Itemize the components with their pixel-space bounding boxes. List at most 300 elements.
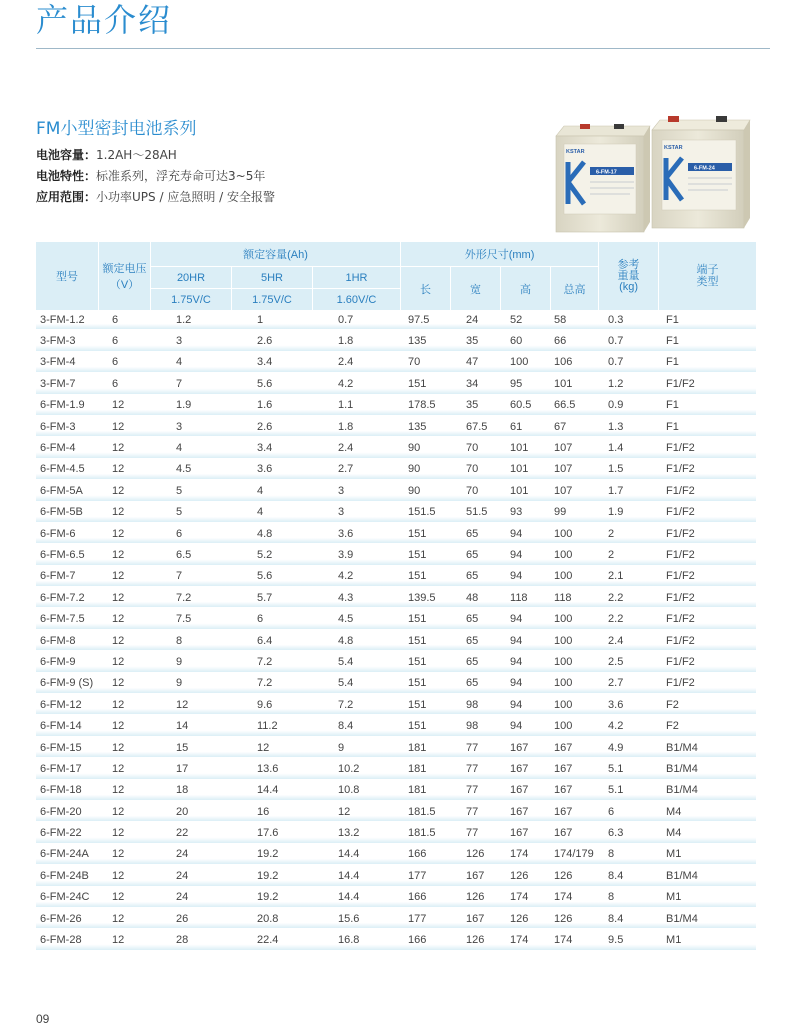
cell-voltage: 12 <box>98 652 150 673</box>
cell-voltage: 6 <box>98 353 150 374</box>
cell-height: 167 <box>500 802 550 823</box>
cell-total-height: 66.5 <box>550 396 598 417</box>
cell-height: 61 <box>500 417 550 438</box>
cell-voltage: 12 <box>98 460 150 481</box>
cell-capacity-20hr: 7.2 <box>150 588 231 609</box>
cell-voltage: 12 <box>98 888 150 909</box>
spec-capacity <box>36 145 275 166</box>
cell-weight: 2.2 <box>598 609 658 630</box>
cell-height: 94 <box>500 652 550 673</box>
cell-voltage: 12 <box>98 545 150 566</box>
cell-terminal: F1/F2 <box>658 524 756 545</box>
cell-capacity-1hr: 2.4 <box>312 353 400 374</box>
cell-total-height: 107 <box>550 438 598 459</box>
cell-weight: 8 <box>598 888 658 909</box>
cell-voltage: 6 <box>98 331 150 352</box>
cell-terminal: F1 <box>658 353 756 374</box>
cell-length: 181.5 <box>400 802 450 823</box>
cell-total-height: 100 <box>550 609 598 630</box>
cell-weight: 1.9 <box>598 503 658 524</box>
cell-model: 6-FM-24C <box>36 888 98 909</box>
col-voltage-unit: （V） <box>109 279 140 291</box>
cell-capacity-20hr: 7.5 <box>150 609 231 630</box>
table-row <box>36 759 756 780</box>
table-row <box>36 396 756 417</box>
cell-width: 77 <box>450 738 500 759</box>
cell-terminal: F1 <box>658 417 756 438</box>
col-terminal <box>658 242 756 310</box>
cell-model: 6-FM-1.9 <box>36 396 98 417</box>
cell-weight: 0.7 <box>598 353 658 374</box>
cell-voltage: 12 <box>98 781 150 802</box>
cell-capacity-20hr: 28 <box>150 930 231 951</box>
cell-width: 65 <box>450 609 500 630</box>
cell-model: 6-FM-3 <box>36 417 98 438</box>
cell-length: 166 <box>400 845 450 866</box>
brand-text: KSTAR <box>664 145 683 151</box>
cell-voltage: 12 <box>98 396 150 417</box>
cell-total-height: 167 <box>550 781 598 802</box>
table-row <box>36 353 756 374</box>
cell-voltage: 12 <box>98 866 150 887</box>
cell-length: 166 <box>400 930 450 951</box>
cell-height: 93 <box>500 503 550 524</box>
cell-capacity-5hr: 3.4 <box>231 353 312 374</box>
cell-total-height: 167 <box>550 823 598 844</box>
spec-label: 电池容量： <box>36 148 97 162</box>
cell-voltage: 12 <box>98 588 150 609</box>
cell-total-height: 101 <box>550 374 598 395</box>
cell-total-height: 167 <box>550 759 598 780</box>
cell-capacity-20hr: 4.5 <box>150 460 231 481</box>
cell-model: 6-FM-7.5 <box>36 609 98 630</box>
cell-total-height: 100 <box>550 567 598 588</box>
cell-voltage: 12 <box>98 909 150 930</box>
cell-terminal: M4 <box>658 802 756 823</box>
cell-model: 6-FM-5A <box>36 481 98 502</box>
col-weight-label: 重量 <box>617 269 640 282</box>
page-title: 产品介绍 <box>36 1 173 39</box>
cell-voltage: 12 <box>98 845 150 866</box>
cell-model: 3-FM-3 <box>36 331 98 352</box>
cell-height: 167 <box>500 823 550 844</box>
cell-length: 181 <box>400 759 450 780</box>
cell-capacity-1hr: 3 <box>312 503 400 524</box>
cell-capacity-1hr: 2.4 <box>312 438 400 459</box>
cell-total-height: 167 <box>550 802 598 823</box>
cell-voltage: 12 <box>98 695 150 716</box>
cell-width: 48 <box>450 588 500 609</box>
col-model: 型号 <box>36 242 98 310</box>
cell-capacity-5hr: 4 <box>231 481 312 502</box>
cell-model: 3-FM-4 <box>36 353 98 374</box>
cell-total-height: 67 <box>550 417 598 438</box>
cell-height: 94 <box>500 631 550 652</box>
cell-weight: 9.5 <box>598 930 658 951</box>
cell-voltage: 12 <box>98 631 150 652</box>
cell-length: 151 <box>400 609 450 630</box>
cell-length: 151 <box>400 524 450 545</box>
cell-total-height: 99 <box>550 503 598 524</box>
cell-model: 6-FM-22 <box>36 823 98 844</box>
cell-weight: 0.3 <box>598 310 658 331</box>
cell-terminal: F1/F2 <box>658 631 756 652</box>
table-row <box>36 802 756 823</box>
cell-terminal: M4 <box>658 823 756 844</box>
table-row <box>36 909 756 930</box>
cell-width: 35 <box>450 396 500 417</box>
cell-model: 6-FM-6 <box>36 524 98 545</box>
cell-capacity-5hr: 13.6 <box>231 759 312 780</box>
cell-height: 52 <box>500 310 550 331</box>
table-row <box>36 823 756 844</box>
cell-capacity-1hr: 12 <box>312 802 400 823</box>
cell-capacity-5hr: 7.2 <box>231 674 312 695</box>
cell-weight: 5.1 <box>598 759 658 780</box>
cell-model: 6-FM-15 <box>36 738 98 759</box>
cell-height: 126 <box>500 866 550 887</box>
cell-capacity-1hr: 9 <box>312 738 400 759</box>
table-row <box>36 524 756 545</box>
page-number: 09 <box>36 1012 50 1026</box>
cell-capacity-20hr: 6.5 <box>150 545 231 566</box>
cell-capacity-5hr: 19.2 <box>231 866 312 887</box>
cell-length: 177 <box>400 866 450 887</box>
cell-model: 6-FM-8 <box>36 631 98 652</box>
battery-product-image <box>550 112 756 238</box>
cell-capacity-20hr: 3 <box>150 331 231 352</box>
cell-model: 6-FM-18 <box>36 781 98 802</box>
cell-terminal: F2 <box>658 695 756 716</box>
cell-capacity-5hr: 3.6 <box>231 460 312 481</box>
cell-model: 6-FM-4 <box>36 438 98 459</box>
cell-total-height: 100 <box>550 652 598 673</box>
cell-capacity-5hr: 2.6 <box>231 331 312 352</box>
col-cap-1hr-voltage: 1.60V/C <box>312 288 400 310</box>
cell-height: 100 <box>500 353 550 374</box>
table-row <box>36 674 756 695</box>
section-title: FM小型密封电池系列 <box>36 119 197 139</box>
cell-capacity-20hr: 24 <box>150 888 231 909</box>
cell-total-height: 100 <box>550 674 598 695</box>
col-terminal-type: 类型 <box>696 276 719 288</box>
cell-voltage: 12 <box>98 524 150 545</box>
cell-width: 98 <box>450 716 500 737</box>
cell-model: 6-FM-6.5 <box>36 545 98 566</box>
cell-voltage: 12 <box>98 716 150 737</box>
cell-width: 65 <box>450 545 500 566</box>
cell-capacity-5hr: 1.6 <box>231 396 312 417</box>
cell-width: 126 <box>450 930 500 951</box>
col-terminal-label: 端子 <box>696 264 719 276</box>
cell-width: 70 <box>450 438 500 459</box>
cell-model: 3-FM-7 <box>36 374 98 395</box>
cell-model: 6-FM-12 <box>36 695 98 716</box>
cell-voltage: 12 <box>98 930 150 951</box>
cell-length: 151 <box>400 374 450 395</box>
spec-list <box>36 145 275 208</box>
model-label: 6-FM-24 <box>694 165 715 172</box>
cell-height: 174 <box>500 888 550 909</box>
cell-weight: 2 <box>598 545 658 566</box>
cell-height: 167 <box>500 781 550 802</box>
cell-capacity-20hr: 12 <box>150 695 231 716</box>
cell-terminal: F2 <box>658 716 756 737</box>
cell-capacity-20hr: 15 <box>150 738 231 759</box>
col-cap-20hr-voltage: 1.75V/C <box>150 288 231 310</box>
cell-width: 70 <box>450 481 500 502</box>
cell-weight: 1.3 <box>598 417 658 438</box>
cell-total-height: 107 <box>550 481 598 502</box>
table-row <box>36 545 756 566</box>
cell-weight: 8 <box>598 845 658 866</box>
cell-capacity-5hr: 19.2 <box>231 845 312 866</box>
cell-model: 6-FM-9 (S) <box>36 674 98 695</box>
cell-capacity-5hr: 17.6 <box>231 823 312 844</box>
table-row <box>36 845 756 866</box>
cell-weight: 1.7 <box>598 481 658 502</box>
cell-height: 101 <box>500 481 550 502</box>
cell-length: 181.5 <box>400 823 450 844</box>
cell-voltage: 12 <box>98 802 150 823</box>
cell-weight: 2.4 <box>598 631 658 652</box>
cell-model: 6-FM-17 <box>36 759 98 780</box>
cell-model: 6-FM-26 <box>36 909 98 930</box>
cell-height: 94 <box>500 545 550 566</box>
cell-capacity-1hr: 7.2 <box>312 695 400 716</box>
cell-capacity-5hr: 5.6 <box>231 567 312 588</box>
cell-height: 118 <box>500 588 550 609</box>
cell-capacity-1hr: 4.5 <box>312 609 400 630</box>
table-row <box>36 716 756 737</box>
cell-width: 167 <box>450 866 500 887</box>
cell-capacity-20hr: 9 <box>150 674 231 695</box>
cell-model: 6-FM-7 <box>36 567 98 588</box>
table-row <box>36 481 756 502</box>
cell-total-height: 106 <box>550 353 598 374</box>
cell-capacity-20hr: 4 <box>150 438 231 459</box>
cell-capacity-5hr: 9.6 <box>231 695 312 716</box>
cell-terminal: F1/F2 <box>658 481 756 502</box>
cell-length: 90 <box>400 438 450 459</box>
cell-model: 6-FM-14 <box>36 716 98 737</box>
cell-width: 67.5 <box>450 417 500 438</box>
cell-model: 6-FM-7.2 <box>36 588 98 609</box>
cell-terminal: F1/F2 <box>658 674 756 695</box>
cell-terminal: F1 <box>658 331 756 352</box>
table-row <box>36 503 756 524</box>
cell-weight: 8.4 <box>598 866 658 887</box>
cell-width: 77 <box>450 759 500 780</box>
cell-length: 151.5 <box>400 503 450 524</box>
cell-capacity-1hr: 5.4 <box>312 674 400 695</box>
cell-capacity-1hr: 13.2 <box>312 823 400 844</box>
cell-height: 167 <box>500 759 550 780</box>
cell-capacity-5hr: 6 <box>231 609 312 630</box>
cell-length: 151 <box>400 695 450 716</box>
table-row <box>36 738 756 759</box>
cell-width: 77 <box>450 823 500 844</box>
cell-capacity-1hr: 16.8 <box>312 930 400 951</box>
cell-length: 178.5 <box>400 396 450 417</box>
cell-model: 3-FM-1.2 <box>36 310 98 331</box>
cell-total-height: 58 <box>550 310 598 331</box>
table-row <box>36 695 756 716</box>
cell-length: 90 <box>400 460 450 481</box>
cell-height: 94 <box>500 674 550 695</box>
cell-width: 24 <box>450 310 500 331</box>
cell-voltage: 12 <box>98 567 150 588</box>
cell-capacity-5hr: 7.2 <box>231 652 312 673</box>
cell-terminal: F1/F2 <box>658 567 756 588</box>
cell-capacity-1hr: 2.7 <box>312 460 400 481</box>
spec-feature <box>36 166 275 187</box>
table-row <box>36 438 756 459</box>
cell-capacity-20hr: 7 <box>150 567 231 588</box>
cell-capacity-1hr: 15.6 <box>312 909 400 930</box>
cell-capacity-1hr: 5.4 <box>312 652 400 673</box>
cell-capacity-5hr: 1 <box>231 310 312 331</box>
cell-model: 6-FM-20 <box>36 802 98 823</box>
cell-model: 6-FM-4.5 <box>36 460 98 481</box>
cell-weight: 2 <box>598 524 658 545</box>
cell-capacity-20hr: 1.9 <box>150 396 231 417</box>
col-voltage-label: 额定电压 <box>102 263 147 275</box>
col-cap-20hr: 20HR <box>150 266 231 288</box>
cell-capacity-20hr: 17 <box>150 759 231 780</box>
col-capacity: 额定容量(Ah) <box>150 242 400 266</box>
cell-width: 70 <box>450 460 500 481</box>
cell-capacity-5hr: 5.7 <box>231 588 312 609</box>
col-weight <box>598 242 658 310</box>
cell-capacity-20hr: 4 <box>150 353 231 374</box>
table-row <box>36 588 756 609</box>
cell-terminal: F1/F2 <box>658 588 756 609</box>
cell-capacity-5hr: 2.6 <box>231 417 312 438</box>
cell-capacity-1hr: 4.2 <box>312 567 400 588</box>
cell-length: 181 <box>400 738 450 759</box>
table-row <box>36 631 756 652</box>
cell-model: 6-FM-9 <box>36 652 98 673</box>
cell-capacity-5hr: 16 <box>231 802 312 823</box>
cell-capacity-1hr: 3 <box>312 481 400 502</box>
spec-application <box>36 187 275 208</box>
cell-width: 35 <box>450 331 500 352</box>
cell-height: 126 <box>500 909 550 930</box>
cell-height: 95 <box>500 374 550 395</box>
cell-weight: 2.5 <box>598 652 658 673</box>
cell-weight: 1.5 <box>598 460 658 481</box>
cell-voltage: 12 <box>98 438 150 459</box>
cell-capacity-5hr: 5.6 <box>231 374 312 395</box>
cell-voltage: 12 <box>98 759 150 780</box>
cell-weight: 4.2 <box>598 716 658 737</box>
spec-label: 应用范围： <box>36 190 97 204</box>
cell-total-height: 174 <box>550 930 598 951</box>
cell-capacity-20hr: 26 <box>150 909 231 930</box>
cell-capacity-5hr: 5.2 <box>231 545 312 566</box>
cell-total-height: 100 <box>550 716 598 737</box>
cell-weight: 2.7 <box>598 674 658 695</box>
cell-weight: 0.7 <box>598 331 658 352</box>
table-row <box>36 567 756 588</box>
cell-capacity-20hr: 5 <box>150 481 231 502</box>
cell-width: 47 <box>450 353 500 374</box>
cell-terminal: B1/M4 <box>658 759 756 780</box>
table-row <box>36 331 756 352</box>
cell-length: 135 <box>400 331 450 352</box>
cell-height: 101 <box>500 460 550 481</box>
cell-height: 94 <box>500 609 550 630</box>
cell-voltage: 12 <box>98 674 150 695</box>
cell-height: 101 <box>500 438 550 459</box>
cell-terminal: M1 <box>658 930 756 951</box>
cell-capacity-1hr: 14.4 <box>312 888 400 909</box>
brand-text: KSTAR <box>566 149 585 155</box>
battery-right <box>652 116 750 228</box>
cell-model: 6-FM-28 <box>36 930 98 951</box>
cell-length: 181 <box>400 781 450 802</box>
cell-length: 166 <box>400 888 450 909</box>
cell-voltage: 12 <box>98 503 150 524</box>
cell-capacity-5hr: 11.2 <box>231 716 312 737</box>
cell-terminal: B1/M4 <box>658 866 756 887</box>
cell-capacity-1hr: 1.8 <box>312 331 400 352</box>
cell-length: 90 <box>400 481 450 502</box>
cell-voltage: 12 <box>98 417 150 438</box>
col-height: 高 <box>500 266 550 310</box>
cell-width: 126 <box>450 845 500 866</box>
col-length: 长 <box>400 266 450 310</box>
cell-height: 174 <box>500 845 550 866</box>
cell-terminal: F1/F2 <box>658 460 756 481</box>
cell-voltage: 12 <box>98 738 150 759</box>
cell-height: 94 <box>500 524 550 545</box>
cell-capacity-20hr: 3 <box>150 417 231 438</box>
cell-terminal: F1/F2 <box>658 503 756 524</box>
cell-voltage: 12 <box>98 609 150 630</box>
cell-capacity-20hr: 24 <box>150 866 231 887</box>
model-label: 6-FM-17 <box>596 169 617 176</box>
cell-total-height: 174 <box>550 888 598 909</box>
cell-capacity-1hr: 10.8 <box>312 781 400 802</box>
table-row <box>36 888 756 909</box>
cell-height: 174 <box>500 930 550 951</box>
col-total-height: 总高 <box>550 266 598 310</box>
cell-capacity-1hr: 0.7 <box>312 310 400 331</box>
spec-value: 标准系列，浮充寿命可达3~5年 <box>96 169 266 183</box>
col-voltage <box>98 242 150 310</box>
cell-height: 60 <box>500 331 550 352</box>
cell-width: 51.5 <box>450 503 500 524</box>
cell-length: 151 <box>400 631 450 652</box>
cell-terminal: F1/F2 <box>658 609 756 630</box>
cell-terminal: F1/F2 <box>658 374 756 395</box>
cell-width: 77 <box>450 802 500 823</box>
cell-terminal: F1 <box>658 310 756 331</box>
cell-total-height: 100 <box>550 545 598 566</box>
cell-weight: 2.2 <box>598 588 658 609</box>
cell-weight: 6 <box>598 802 658 823</box>
cell-capacity-20hr: 8 <box>150 631 231 652</box>
cell-terminal: M1 <box>658 845 756 866</box>
cell-width: 65 <box>450 674 500 695</box>
table-row <box>36 310 756 331</box>
col-cap-5hr: 5HR <box>231 266 312 288</box>
cell-length: 151 <box>400 652 450 673</box>
cell-terminal: M1 <box>658 888 756 909</box>
cell-length: 151 <box>400 716 450 737</box>
